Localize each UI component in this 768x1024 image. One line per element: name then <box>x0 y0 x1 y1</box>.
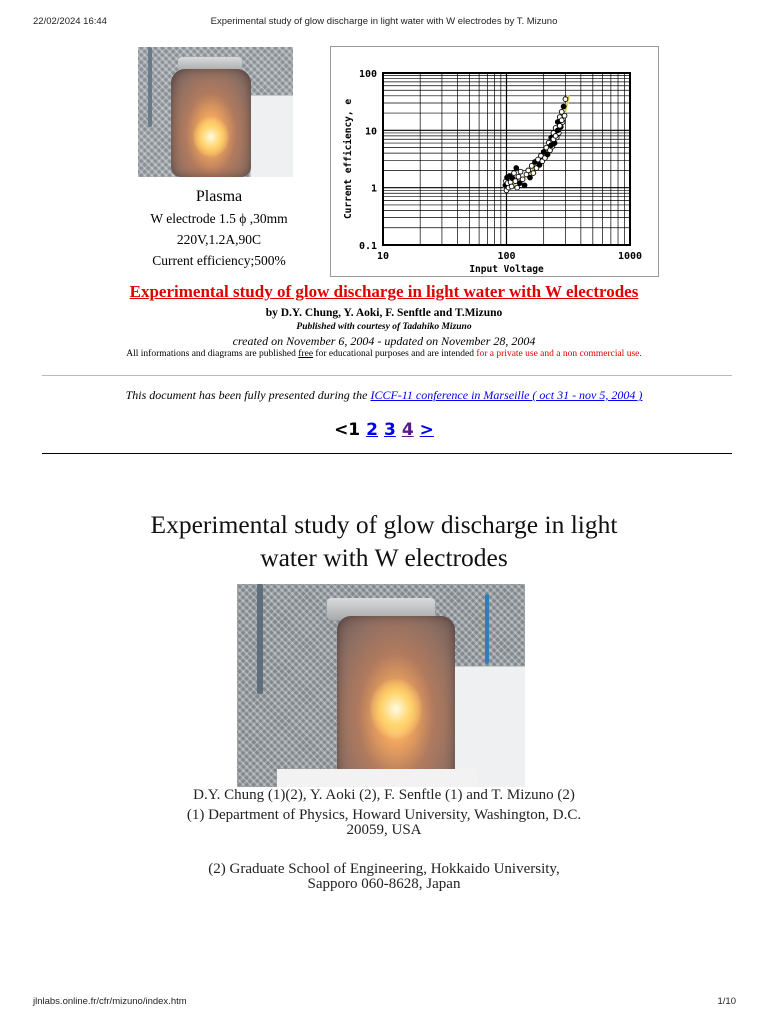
courtesy-line: Published with courtesy of Tadahiko Mizuno <box>296 322 472 332</box>
data-point <box>555 128 560 133</box>
data-point <box>515 185 520 190</box>
data-point <box>561 104 566 109</box>
data-point <box>563 97 568 102</box>
page-current: <1 <box>334 420 361 440</box>
x-tick-label: 10 <box>376 251 390 262</box>
data-point <box>514 166 519 171</box>
title-block <box>0 282 768 302</box>
plasma-photo-large <box>237 584 525 787</box>
data-point <box>531 171 536 176</box>
y-tick-label: 100 <box>358 69 377 80</box>
data-point <box>526 168 531 173</box>
next-page-link[interactable]: > <box>419 420 434 440</box>
data-point <box>557 123 562 128</box>
caption-efficiency: Current efficiency;500% <box>152 253 286 268</box>
data-point <box>553 133 558 138</box>
x-tick-label: 100 <box>497 251 516 262</box>
private-use-text: for a private use and a non commercial use. <box>476 349 642 359</box>
efficiency-chart <box>330 46 659 277</box>
data-point <box>520 177 525 182</box>
y-axis-label: Current efficiency, e <box>343 98 354 220</box>
y-tick-label: 0.1 <box>358 241 377 252</box>
notice-line: All informations and diagrams are published free for educational purposes and are intended for a private use and a non commercial use. <box>126 349 642 359</box>
slide-title: Experimental study of glow discharge in light water with W electrodes <box>150 510 618 572</box>
dates-line: created on November 6, 2004 - updated on November 28, 2004 <box>232 334 536 348</box>
print-page-number: 1/10 <box>717 996 736 1007</box>
y-tick-label: 10 <box>364 126 377 138</box>
slide-authors: D.Y. Chung (1)(2), Y. Aoki (2), F. Senftle (1) and T. Mizuno (2) <box>193 787 575 803</box>
caption-plasma: Plasma <box>195 188 243 205</box>
divider <box>42 453 732 454</box>
pagination <box>0 420 768 440</box>
data-point <box>522 183 527 188</box>
x-tick-label: 1000 <box>617 251 643 262</box>
presented-line: This document has been fully presented during the ICCF-11 conference in Marseille ( oct 31 - nov 5, 2004 ) <box>125 388 643 402</box>
title-link[interactable]: Experimental study of glow discharge in light water with W electrodes <box>129 282 639 301</box>
data-point <box>512 171 517 176</box>
photo-caption <box>135 186 303 271</box>
divider <box>42 375 732 376</box>
slide-affiliation-1: (1) Department of Physics, Howard University, Washington, D.C. 20059, USA <box>186 807 582 838</box>
efficiency-chart-svg <box>331 47 658 276</box>
print-url: jlnlabs.online.fr/cfr/mizuno/index.htm <box>33 996 187 1007</box>
caption-conditions: 220V,1.2A,90C <box>176 232 262 247</box>
plasma-photo-small <box>138 47 293 177</box>
data-point <box>562 113 567 118</box>
y-tick-label: 1 <box>370 183 377 195</box>
free-text: free <box>298 349 314 359</box>
x-axis-label: Input Voltage <box>469 264 544 275</box>
data-point <box>528 175 533 180</box>
data-point <box>518 169 523 174</box>
page-3-link[interactable]: 3 <box>383 420 396 440</box>
data-point <box>549 143 554 148</box>
print-datetime: 22/02/2024 16:44 <box>33 16 107 27</box>
page-4-link[interactable]: 4 <box>401 420 414 440</box>
data-point <box>509 184 514 189</box>
print-doc-title: Experimental study of glow discharge in light water with W electrodes by T. Mizuno <box>210 16 558 27</box>
data-point <box>559 118 564 123</box>
page-2-link[interactable]: 2 <box>366 420 378 440</box>
slide-affiliation-2: (2) Graduate School of Engineering, Hokkaido University, Sapporo 060-8628, Japan <box>208 861 560 892</box>
authors-line: by D.Y. Chung, Y. Aoki, F. Senftle and T.Mizuno <box>265 307 503 319</box>
iccf-conference-link[interactable]: ICCF-11 conference in Marseille ( oct 31 - nov 5, 2004 ) <box>370 388 643 402</box>
caption-electrode: W electrode 1.5 ϕ ,30mm <box>150 211 288 226</box>
